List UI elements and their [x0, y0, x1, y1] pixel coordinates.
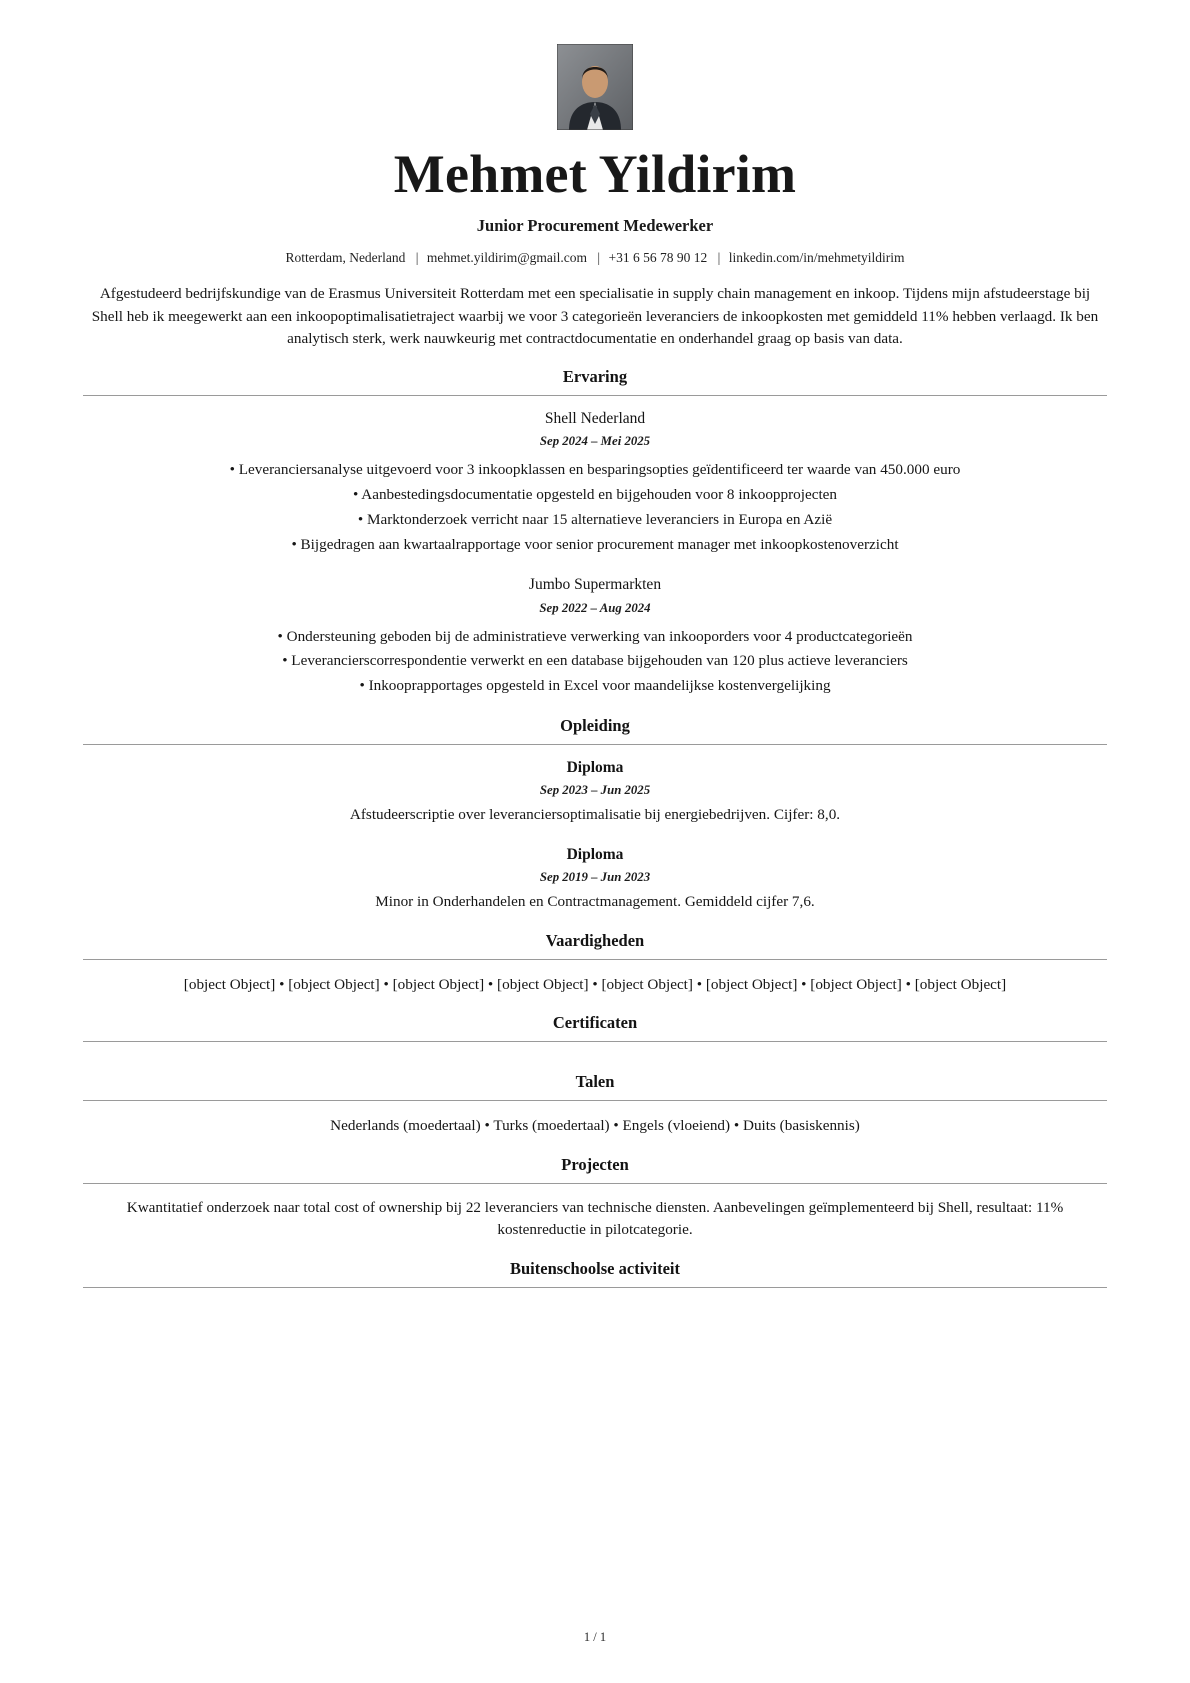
profile-summary: Afgestudeerd bedrijfskundige van de Erasmus Universiteit Rotterdam met een specialisatie in supply chain management en inkoop. Tijdens mijn afstudeerstage bij Shell heb ik meegewerkt aan een inkoopoptimalisatietraject waarbij we voor 3 categorieën leveranciers de inkoopkosten met gemiddeld 11% hebben verlaagd. Ik ben analytisch sterk, werk nauwkeurig met contractdocumentatie en onderhandel graag op basis van data. [91, 285, 1099, 347]
section-body-skills [83, 960, 1107, 997]
job-title: Junior Procurement Medewerker [476, 216, 714, 236]
contact-separator-2: | [597, 250, 601, 266]
profile-photo-container [83, 44, 1107, 130]
contact-separator-3: | [717, 250, 721, 266]
section-body-extracurricular [83, 1288, 1107, 1301]
resume-content [83, 44, 1107, 1301]
section-title-certificates: Certificaten [552, 1013, 638, 1033]
profile-photo [557, 44, 633, 130]
experience-bullet: • Leveranciersanalyse uitgevoerd voor 3 inkoopklassen en besparingsopties geïdentificeerd ter waarde van 450.000 euro [229, 461, 961, 479]
contact-linkedin[interactable]: linkedin.com/in/mehmetyildirim [728, 250, 905, 266]
education-entry [83, 845, 1107, 914]
section-title-experience: Ervaring [562, 367, 628, 387]
section-title-extracurricular: Buitenschoolse activiteit [509, 1258, 681, 1278]
experience-bullet: • Bijgedragen aan kwartaalrapportage voor senior procurement manager met inkoopkostenoverzicht [291, 535, 899, 553]
section-title-skills: Vaardigheden [545, 930, 645, 950]
section-languages [83, 1072, 1107, 1138]
contact-location: Rotterdam, Nederland [285, 250, 406, 266]
education-description: Minor in Onderhandelen en Contractmanagement. Gemiddeld cijfer 7,6. [375, 892, 815, 910]
experience-organization: Shell Nederland [544, 410, 646, 428]
section-body-education [83, 745, 1107, 914]
education-description: Afstudeerscriptie over leveranciersoptimalisatie bij energiebedrijven. Cijfer: 8,0. [349, 806, 841, 824]
section-certificates [83, 1013, 1107, 1055]
section-experience [83, 367, 1107, 699]
section-skills [83, 931, 1107, 997]
experience-bullet: • Leverancierscorrespondentie verwerkt en een database bijgehouden van 120 plus actieve leveranciers [282, 652, 908, 670]
languages-list: Nederlands (moedertaal) • Turks (moedertaal) • Engels (vloeiend) • Duits (basiskennis) [330, 1117, 860, 1135]
page-number: 1 / 1 [583, 1630, 607, 1644]
experience-dates: Sep 2024 – Mei 2025 [539, 434, 651, 449]
contact-email[interactable]: mehmet.yildirim@gmail.com [426, 250, 588, 266]
experience-bullet: • Inkooprapportages opgesteld in Excel voor maandelijkse kostenvergelijking [359, 677, 831, 695]
experience-organization: Jumbo Supermarkten [528, 576, 662, 594]
section-title-projects: Projecten [561, 1154, 629, 1174]
education-dates: Sep 2019 – Jun 2023 [539, 869, 651, 884]
section-education [83, 716, 1107, 914]
profile-photo-image [557, 44, 633, 130]
experience-bullet: • Aanbestedingsdocumentatie opgesteld en bijgehouden voor 8 inkoopprojecten [352, 486, 838, 504]
experience-entry [83, 575, 1107, 698]
experience-bullet: • Ondersteuning geboden bij de administratieve verwerking van inkooporders voor 4 productcategorieën [277, 627, 913, 645]
project-description: Kwantitatief onderzoek naar total cost of ownership bij 22 leveranciers van technische diensten. Aanbevelingen geïmplementeerd bij Shell, resultaat: 11% kostenreductie in pilotcategorie. [126, 1198, 1064, 1239]
contact-phone[interactable]: +31 6 56 78 90 12 [608, 250, 708, 266]
section-extracurricular [83, 1259, 1107, 1301]
section-body-experience [83, 396, 1107, 699]
education-degree: Diploma [566, 845, 624, 863]
experience-bullets [83, 458, 1107, 557]
page-title: Mehmet Yildirim [393, 144, 797, 204]
skills-list: [object Object] • [object Object] • [object Object] • [object Object] • [object Object] • [object Object] • [object Object] • [object Object] [183, 975, 1007, 993]
contact-line [83, 250, 1107, 266]
section-projects [83, 1155, 1107, 1242]
section-body-languages [83, 1101, 1107, 1138]
contact-separator-1: | [415, 250, 419, 266]
experience-entry [83, 409, 1107, 557]
section-body-certificates [83, 1042, 1107, 1055]
experience-dates: Sep 2022 – Aug 2024 [539, 600, 651, 615]
education-entry [83, 758, 1107, 827]
education-dates: Sep 2023 – Jun 2025 [539, 783, 651, 798]
section-title-languages: Talen [575, 1072, 615, 1092]
experience-bullets [83, 625, 1107, 699]
section-title-education: Opleiding [560, 715, 630, 735]
education-degree: Diploma [566, 758, 624, 776]
section-body-projects [83, 1184, 1107, 1242]
experience-bullet: • Marktonderzoek verricht naar 15 alternatieve leveranciers in Europa en Azië [357, 510, 833, 528]
